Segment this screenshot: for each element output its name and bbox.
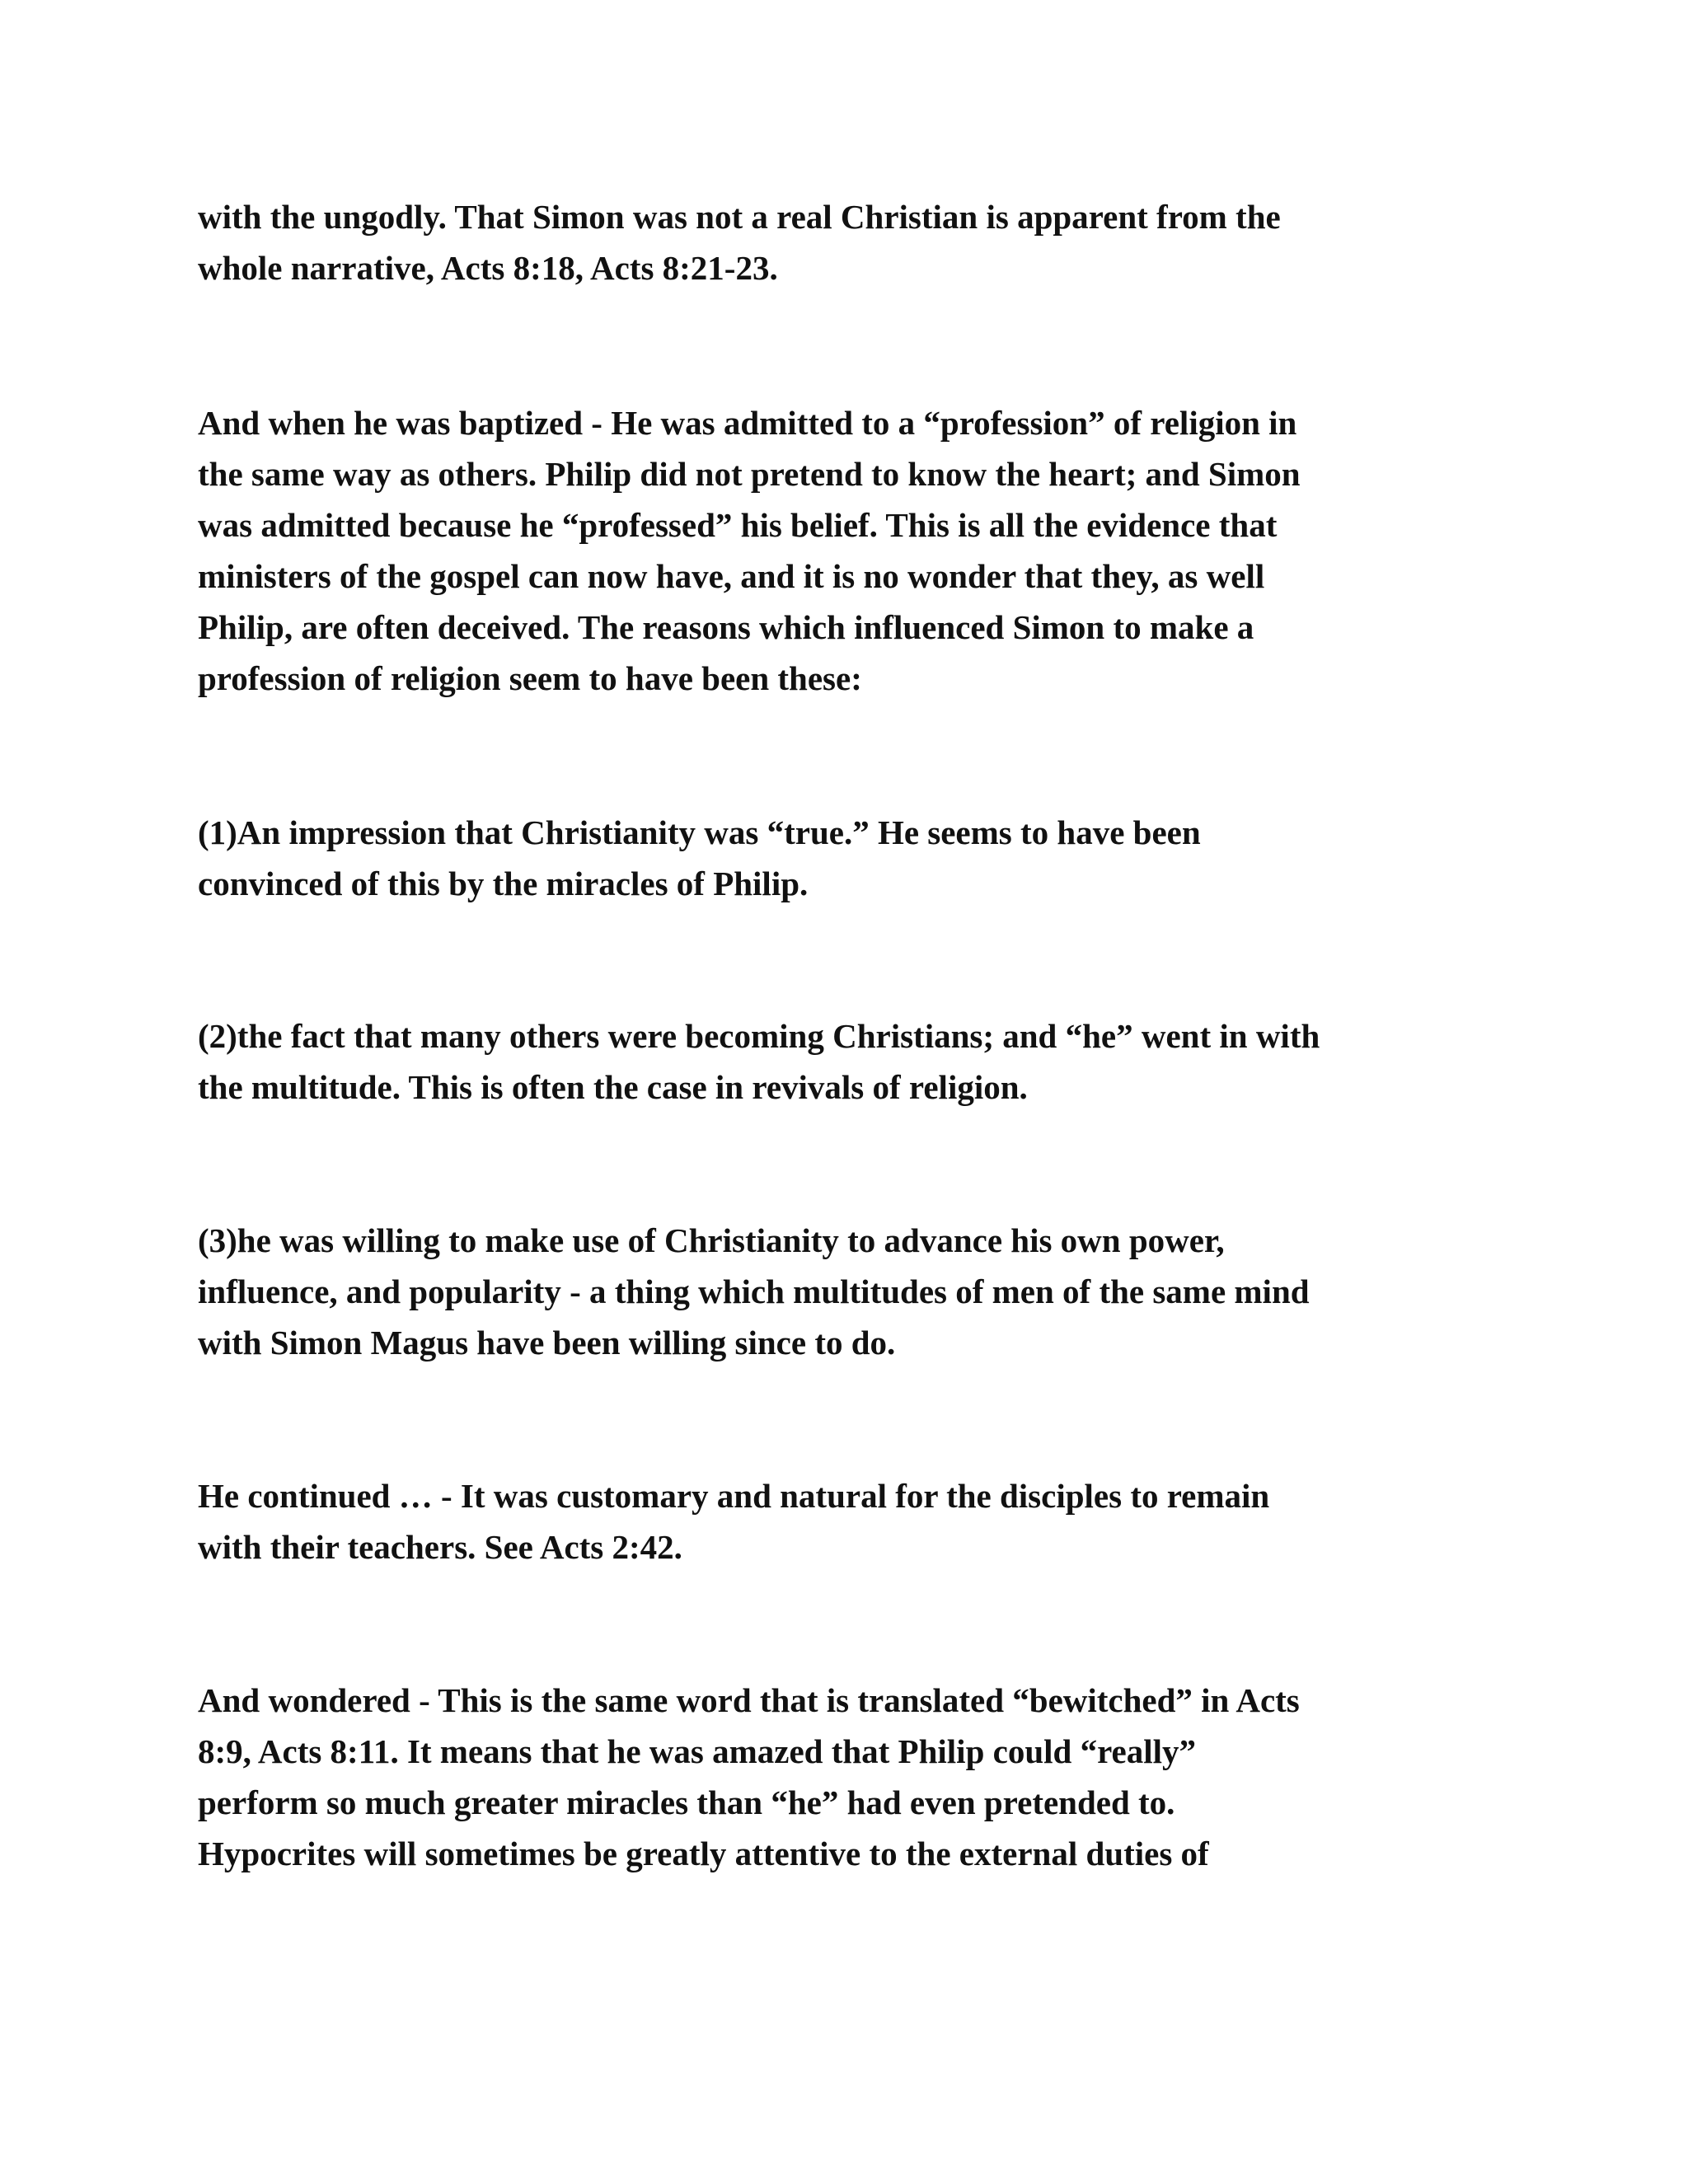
paragraph-reason-3: (3)he was willing to make use of Christianity to advance his own power, influence, and popularity - a thing which multitudes of men of the same mind with Simon Magus have been willing since to do. xyxy=(198,1221,1310,1361)
paragraph-when-baptized: And when he was baptized - He was admitted to a “profession” of religion in the same way as others. Philip did not pretend to know the heart; and Simon was admitted because he “professed” his belief. This is all the evidence that ministers of the gospel can now have, and it is no wonder that they, as well Philip, are often deceived. The reasons which influenced Simon to make a profession of religion seem to have been these: xyxy=(198,404,1301,697)
paragraph-and-wondered: And wondered - This is the same word that is translated “bewitched” in Acts 8:9, Acts 8:11. It means that he was amazed that Philip could “really” perform so much greater miracles than “he” had even pretended to. Hypocrites will sometimes be greatly attentive to the external duties of xyxy=(198,1681,1300,1872)
paragraph-he-continued: He continued … - It was customary and natural for the disciples to remain with their teachers. See Acts 2:42. xyxy=(198,1477,1270,1566)
paragraph-reason-1: (1)An impression that Christianity was “true.” He seems to have been convinced of this by the miracles of Philip. xyxy=(198,813,1201,902)
paragraph-reason-2: (2)the fact that many others were becoming Christians; and “he” went in with the multitude. This is often the case in revivals of religion. xyxy=(198,1017,1320,1106)
paragraph-simon-not-christian: with the ungodly. That Simon was not a real Christian is apparent from the whole narrative, Acts 8:18, Acts 8:21-23. xyxy=(198,198,1281,287)
